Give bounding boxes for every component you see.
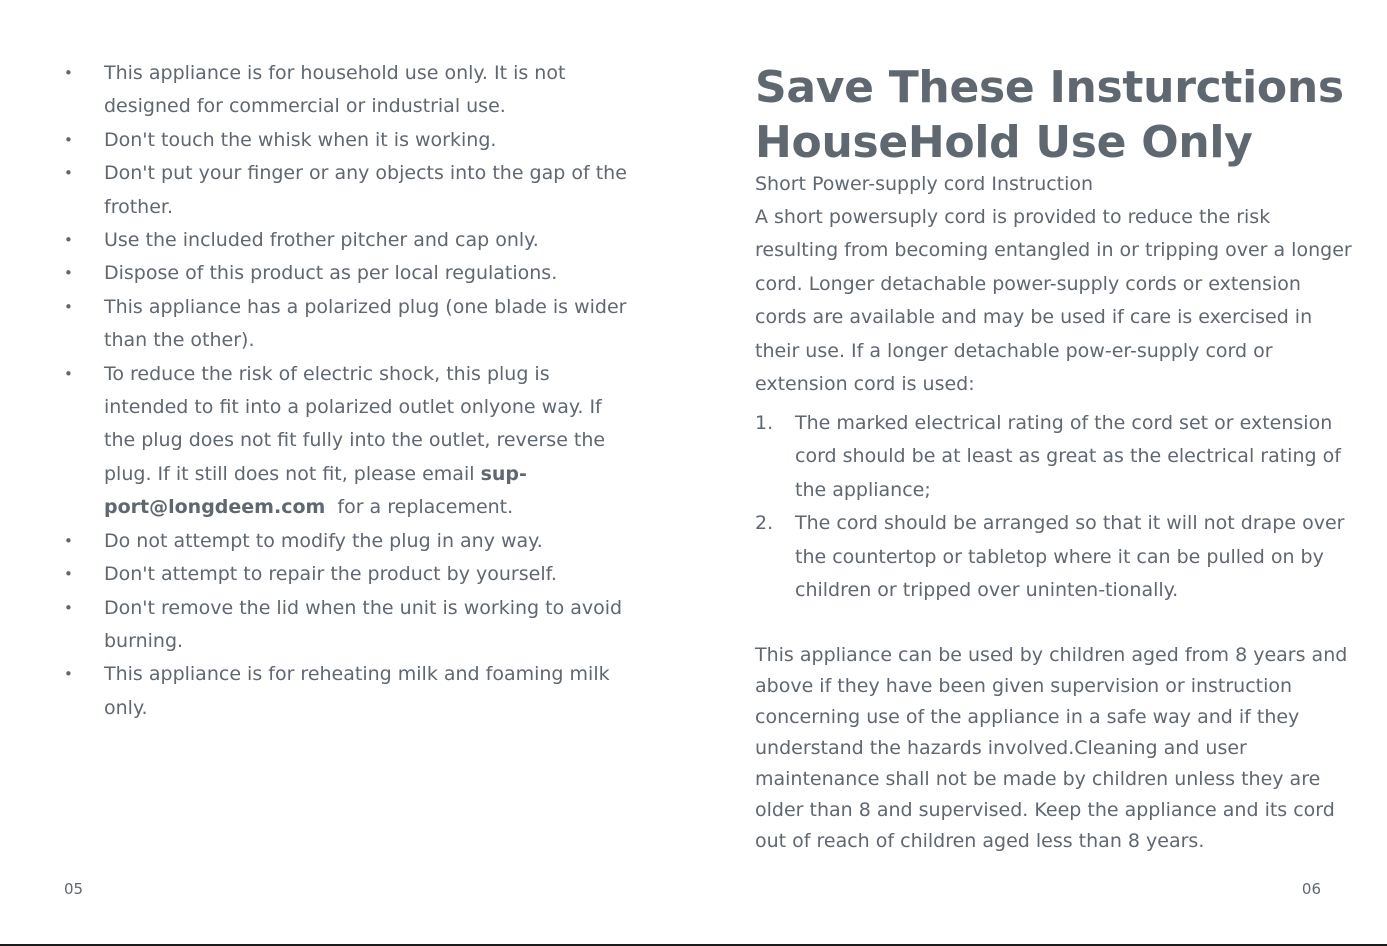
list-item bbox=[64, 658, 634, 725]
bullet-icon: • bbox=[64, 297, 73, 316]
support-email-link[interactable]: sup-port@longdeem.com bbox=[104, 462, 527, 519]
left-page bbox=[0, 0, 693, 944]
bullet-icon: • bbox=[64, 231, 73, 250]
numbered-list bbox=[755, 407, 1355, 607]
bullet-text: Use the included frother pitcher and cap only. bbox=[104, 229, 539, 252]
page-number: 06 bbox=[1301, 880, 1321, 898]
right-page bbox=[693, 0, 1387, 944]
list-item bbox=[755, 507, 1355, 607]
title-line-2: HouseHold Use Only bbox=[755, 117, 1253, 168]
cord-instruction-paragraph: A short powersuply cord is provided to reduce the risk resulting from becoming entangled in or tripping over a longer cord. Longer detachable power-supply cords or extension cords are available and may be used if care is exercised in their use. If a longer detachable pow-er-supply cord or extension cord is used: bbox=[755, 206, 1352, 396]
safety-bullet-list bbox=[64, 57, 634, 725]
list-item bbox=[64, 157, 634, 224]
bullet-icon: • bbox=[64, 598, 73, 617]
list-item bbox=[64, 257, 634, 290]
item-number: 1. bbox=[755, 412, 774, 434]
bullet-icon: • bbox=[64, 364, 73, 383]
bullet-text: Do not attempt to modify the plug in any way. bbox=[104, 529, 543, 552]
list-item bbox=[64, 358, 634, 525]
bullet-icon: • bbox=[64, 164, 73, 183]
bullet-text: This appliance is for household use only. It is not designed for commercial or industrial use. bbox=[104, 62, 566, 118]
item-text: The marked electrical rating of the cord set or extension cord should be at least as great as the electrical rating of the appliance; bbox=[795, 412, 1341, 501]
list-item bbox=[64, 124, 634, 157]
list-item bbox=[755, 407, 1355, 507]
list-item bbox=[64, 57, 634, 124]
section-subtitle: Short Power-supply cord Instruction bbox=[755, 173, 1094, 195]
bullet-icon: • bbox=[64, 531, 73, 550]
children-warning-paragraph: This appliance can be used by children aged from 8 years and above if they have been given supervision or instruction concerning use of the appliance in a safe way and if they understand the hazards involved.Cleaning and user maintenance shall not be made by children unless they are older than 8 and supervised. Keep the appliance and its cord out of reach of children aged less than 8 years. bbox=[755, 644, 1348, 852]
bullet-text: Don't touch the whisk when it is working. bbox=[104, 128, 497, 151]
bullet-text: Don't attempt to repair the product by yourself. bbox=[104, 563, 557, 586]
list-item bbox=[64, 558, 634, 591]
page-title bbox=[755, 60, 1344, 170]
list-item bbox=[64, 592, 634, 659]
list-item bbox=[64, 291, 634, 358]
page-number: 05 bbox=[64, 880, 84, 898]
list-item bbox=[64, 525, 634, 558]
bullet-text: Don't put your finger or any objects into the gap of the frother. bbox=[104, 162, 627, 218]
bullet-icon: • bbox=[64, 565, 73, 584]
bullet-icon: • bbox=[64, 64, 73, 82]
bullet-text: Dispose of this product as per local regulations. bbox=[104, 262, 558, 285]
item-number: 2. bbox=[755, 512, 774, 535]
bullet-text: Don't remove the lid when the unit is working to avoid burning. bbox=[104, 596, 623, 652]
bullet-text: This appliance has a polarized plug (one blade is wider than the other). bbox=[104, 295, 627, 352]
bullet-icon: • bbox=[64, 130, 73, 149]
title-line-1: Save These Insturctions bbox=[755, 62, 1344, 113]
bullet-icon: • bbox=[64, 665, 73, 684]
bullet-text: To reduce the risk of electric shock, this plug is intended to fit into a polarized outlet onlyone way. If the plug does not fit fully into the outlet, reverse the plug. If it still does not fit, please email bbox=[104, 362, 606, 485]
bullet-text: for a replacement. bbox=[325, 496, 514, 519]
bullet-icon: • bbox=[64, 264, 73, 283]
item-text: The cord should be arranged so that it will not drape over the countertop or tabletop where it can be pulled on by children or tripped over uninten-tionally. bbox=[795, 512, 1345, 602]
bullet-text: This appliance is for reheating milk and foaming milk only. bbox=[104, 663, 610, 719]
list-item bbox=[64, 224, 634, 257]
